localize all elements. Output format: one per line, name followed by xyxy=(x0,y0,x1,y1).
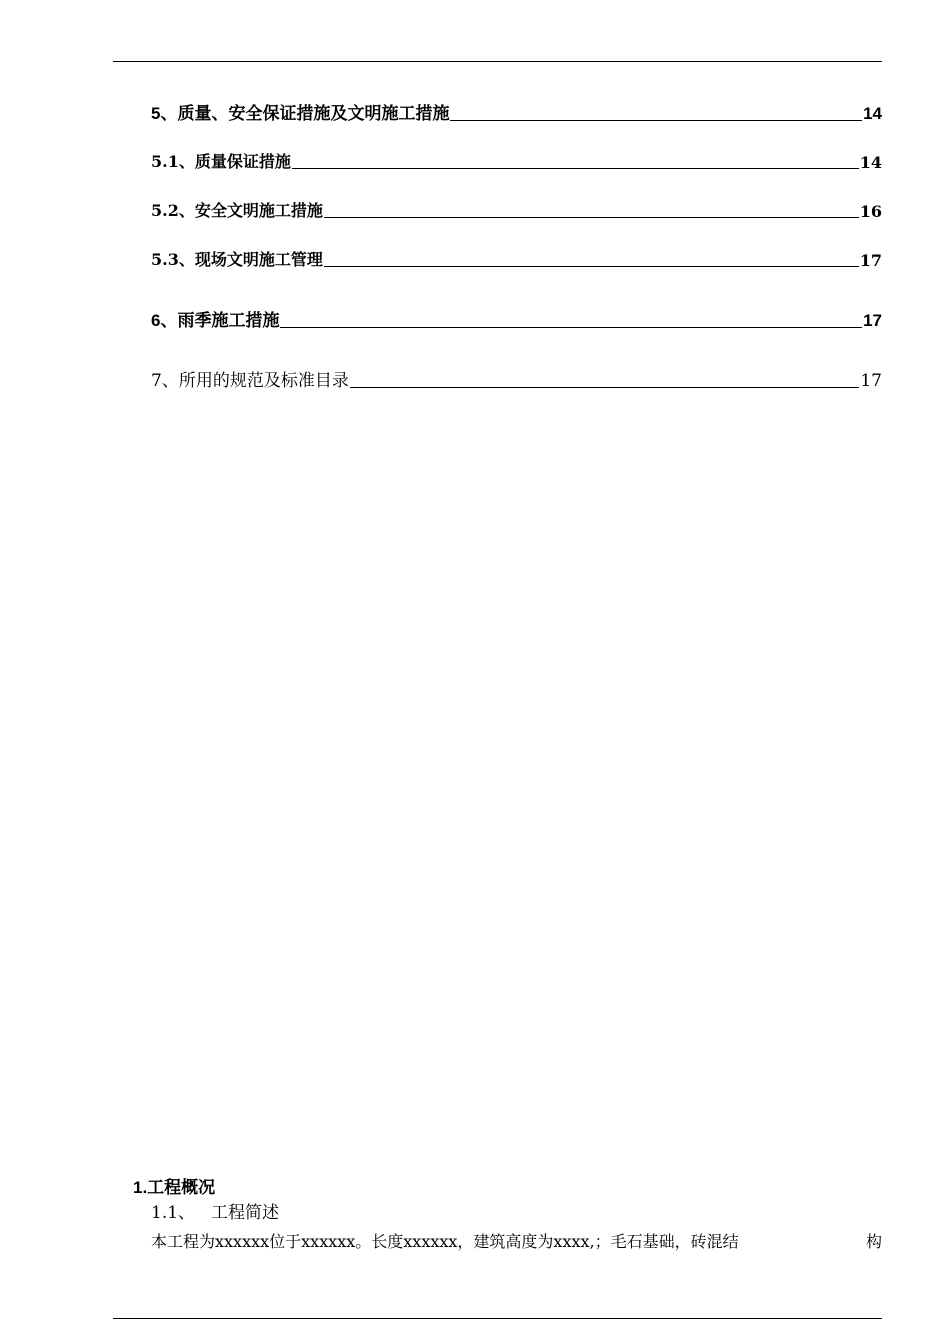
toc-entry-label: 6、雨季施工措施 xyxy=(151,311,280,330)
subsection-heading xyxy=(151,1198,279,1223)
footer-rule xyxy=(113,1318,882,1319)
toc-entry-label: 5.2、安全文明施工措施 xyxy=(151,201,323,220)
section-heading: 1.工程概况 xyxy=(133,1178,216,1197)
subsection-title: 工程简述 xyxy=(211,1203,280,1223)
toc-entry-page: 17 xyxy=(859,251,882,270)
subsection-number: 1.1、 xyxy=(151,1203,196,1223)
paragraph-text: 本工程为xxxxxx位于xxxxxx。长度xxxxxx，建筑高度为xxxx,；毛石基础，砖混结 xyxy=(151,1232,739,1251)
toc-leader xyxy=(280,327,862,328)
toc-entry[interactable] xyxy=(151,198,882,221)
paragraph-tail: 构 xyxy=(865,1232,882,1251)
toc-entry[interactable] xyxy=(151,306,882,331)
toc-entry-page: 14 xyxy=(859,153,882,172)
toc-leader xyxy=(292,168,859,169)
toc-leader xyxy=(450,120,862,121)
toc-entry-page: 14 xyxy=(863,104,882,123)
toc-entry[interactable] xyxy=(151,247,882,270)
toc-entry-page: 16 xyxy=(859,202,882,221)
toc-entry-label: 5.1、质量保证措施 xyxy=(151,152,291,171)
toc-leader xyxy=(350,387,860,388)
toc-leader xyxy=(324,217,859,218)
toc-entry[interactable] xyxy=(151,99,882,124)
toc-leader xyxy=(324,266,859,267)
toc-entry-label: 7、所用的规范及标准目录 xyxy=(151,371,349,391)
body-paragraph xyxy=(151,1229,882,1252)
toc-entry[interactable] xyxy=(151,366,882,391)
toc-entry-label: 5、质量、安全保证措施及文明施工措施 xyxy=(151,104,450,123)
header-rule xyxy=(113,61,882,62)
toc-entry[interactable] xyxy=(151,149,882,172)
toc-entry-page: 17 xyxy=(860,371,882,391)
toc-entry-page: 17 xyxy=(863,311,882,330)
toc-entry-label: 5.3、现场文明施工管理 xyxy=(151,250,323,269)
